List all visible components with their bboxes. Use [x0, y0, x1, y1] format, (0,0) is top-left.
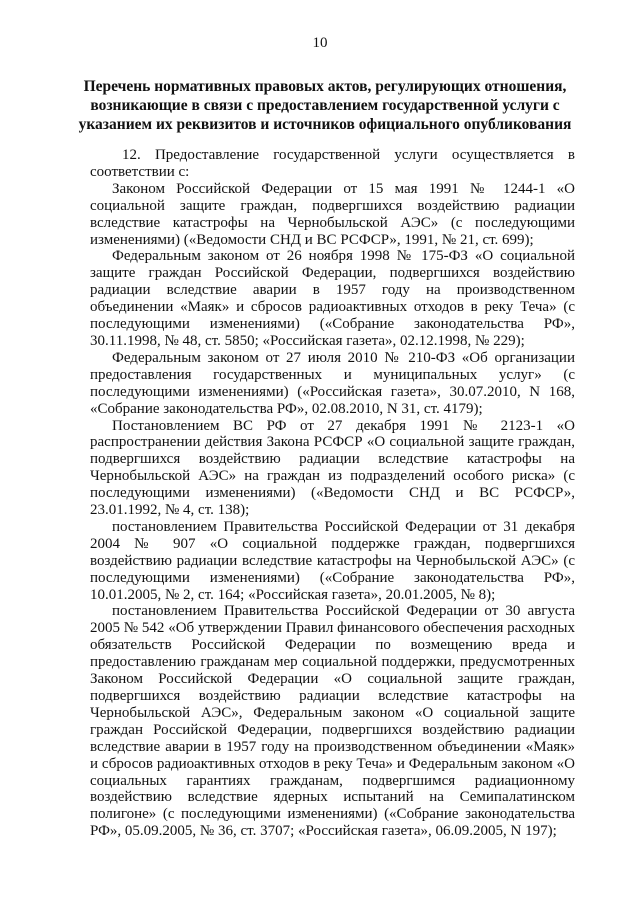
paragraph-law-210-fz: Федеральным законом от 27 июля 2010 № 210-ФЗ «Об организации предоставления государственных и муниципальных услуг» (с последующими изменениями) («Российская газета», 30.07.2010, N 168, «Собрание законодательства РФ», 02.08.2010, N 31, ст. 4179);	[90, 349, 575, 417]
page-number: 10	[312, 35, 328, 51]
paragraph-resolution-2123-1: Постановлением ВС РФ от 27 декабря 1991 № 2123-1 «О распространении действия Закона РСФСР «О социальной защите граждан, подвергшихся воздействию радиации вследствие катастрофы на Чернобыльской АЭС» на граждан из подразделений особого риска» (с последующими изменениями) («Ведомости СНД и ВС РСФСР», 23.01.1992, № 4, ст. 138);	[90, 417, 575, 519]
paragraph-law-175-fz: Федеральным законом от 26 ноября 1998 № 175-ФЗ «О социальной защите граждан Российской Федерации, подвергшихся воздействию радиации вследствие аварии в 1957 году на производственном объединении «Маяк» и сбросов радиоактивных отходов в реку Теча» (с последующими изменениями) («Собрание законодательства РФ», 30.11.1998, № 48, ст. 5850; «Российская газета», 02.12.1998, № 229);	[90, 248, 575, 349]
paragraph-resolution-907: постановлением Правительства Российской Федерации от 31 декабря 2004 № 907 «О социальной поддержке граждан, подвергшихся воздействию радиации вследствие катастрофы на Чернобыльской АЭС» (с последующими изменениями) («Собрание законодательства РФ», 10.01.2005, № 2, ст. 164; «Российская газета», 20.01.2005, № 8);	[90, 518, 575, 603]
paragraph-resolution-542: постановлением Правительства Российской Федерации от 30 августа 2005 № 542 «Об утверждении Правил финансового обеспечения расходных обязательств Российской Федерации по возмещению вреда и предоставлению гражданам мер социальной поддержки, предусмотренных Законом Российской Федерации «О социальной защите граждан, подвергшихся воздействию радиации вследствие катастрофы на Чернобыльской АЭС», Федеральным законом «О социальной защите граждан Российской Федерации, подвергшихся воздействию радиации вследствие аварии в 1957 году на производственном объединении «Маяк» и сбросов радиоактивных отходов в реку Теча» и Федеральным законом «О социальных гарантиях гражданам, подвергшимся радиационному воздействию вследствие ядерных испытаний на Семипалатинском полигоне» (с последующими изменениями) («Собрание законодательства РФ», 05.09.2005, № 36, ст. 3707; «Российская газета», 06.09.2005, N 197);	[90, 603, 575, 840]
body-text	[90, 147, 575, 840]
paragraph-law-1244-1: Законом Российской Федерации от 15 мая 1991 № 1244-1 «О социальной защите граждан, подвергшихся воздействию радиации вследствие катастрофы на Чернобыльской АЭС» (с последующими изменениями) («Ведомости СНД и ВС РСФСР», 1991, № 21, ст. 699);	[90, 180, 575, 248]
section-title: Перечень нормативных правовых актов, регулирующих отношения, возникающие в связи с предоставлением государственной услуги с указанием их реквизитов и источников официального опубликования	[78, 78, 572, 133]
paragraph-intro: 12. Предоставление государственной услуги осуществляется в соответствии с:	[90, 147, 575, 180]
